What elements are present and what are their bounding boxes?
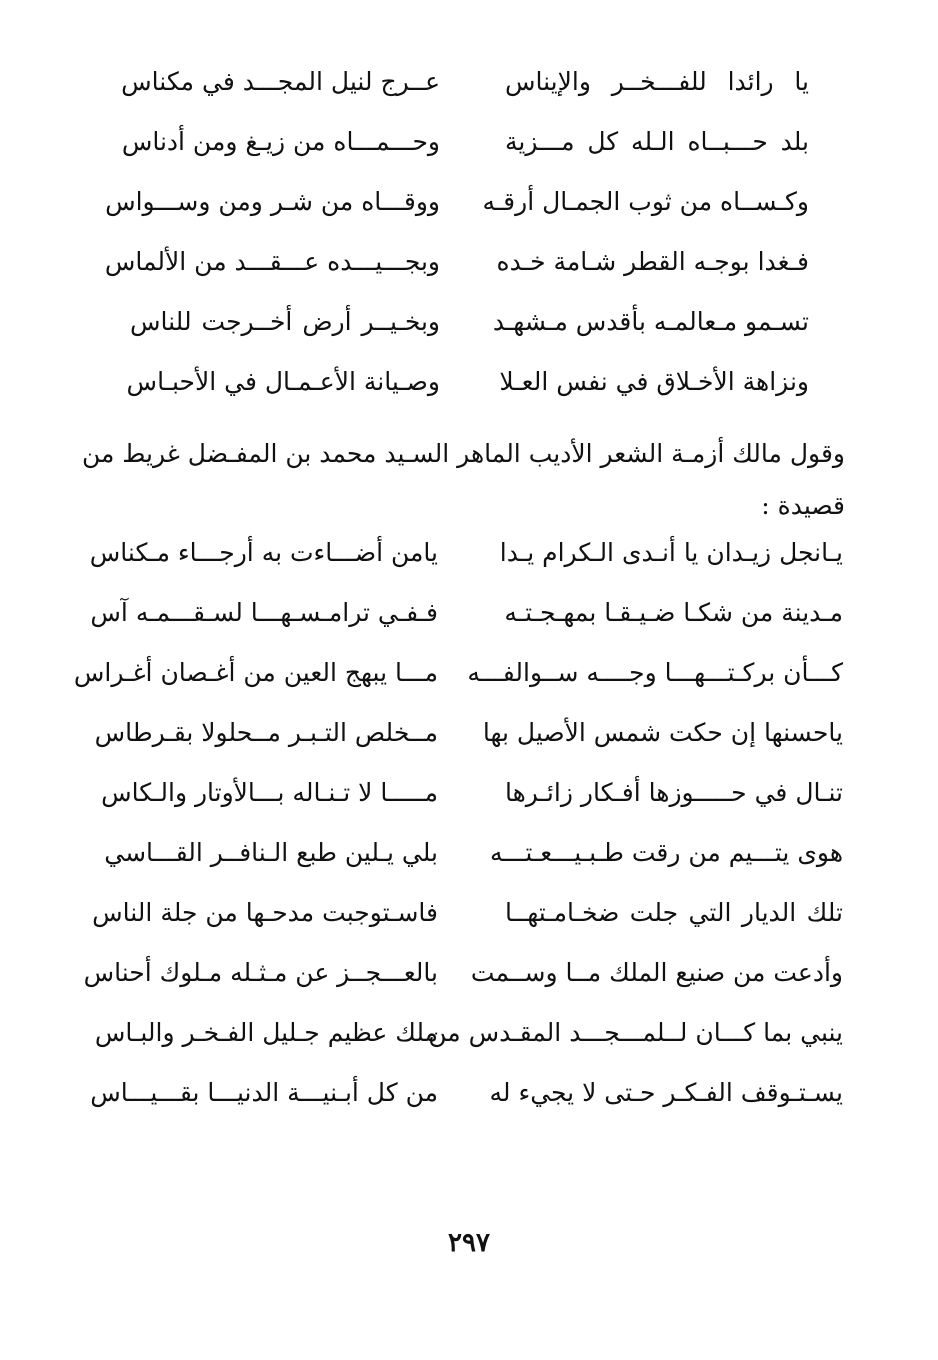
verse-line bbox=[0, 302, 938, 362]
second-hemistich: فـفـي ترامـسـهـــا لسـقـــمـه آس bbox=[90, 598, 438, 627]
verse-line bbox=[0, 122, 938, 182]
first-hemistich: يسـتـوقف الفـكـر حـتى لا يجيء له bbox=[489, 1078, 843, 1107]
second-hemistich: وبخـيــر أرض أخــرجت للناس bbox=[130, 307, 440, 336]
verse-line bbox=[0, 773, 938, 833]
verse-line bbox=[0, 242, 938, 302]
verse-line bbox=[0, 182, 938, 242]
first-hemistich: بلد حـــبــاه الـله كل مـــزية bbox=[505, 127, 809, 156]
verse-line bbox=[0, 833, 938, 893]
verse-line bbox=[0, 893, 938, 953]
first-hemistich: ونزاهة الأخـلاق في نفس العـلا bbox=[499, 367, 809, 396]
first-hemistich: يا رائدا للفـــخــر والإيناس bbox=[505, 67, 809, 96]
verse-line bbox=[0, 713, 938, 773]
first-hemistich: تسـمو مـعالمـه بأقدس مـشهـد bbox=[492, 307, 809, 336]
poem-block-1 bbox=[0, 62, 938, 422]
second-hemistich: وحـــمـــاه من زيـغ ومن أدناس bbox=[121, 127, 440, 156]
intro-paragraph bbox=[81, 428, 845, 532]
verse-line bbox=[0, 1013, 938, 1073]
intro-line-1: وقول مالك أزمـة الشعر الأديب الماهر السـيد محمد بن المفـضل غريط من bbox=[81, 439, 845, 468]
verse-line bbox=[0, 362, 938, 422]
second-hemistich: عــرج لنيل المجـــد في مكناس bbox=[121, 67, 440, 96]
intro-line-2: قصيدة : bbox=[761, 491, 845, 520]
second-hemistich: ملك عظيم جـليل الفـخـر والبـاس bbox=[94, 1018, 438, 1047]
first-hemistich: ياحسنها إن حكت شمس الأصيل بها bbox=[482, 718, 843, 747]
verse-line bbox=[0, 653, 938, 713]
verse-line bbox=[0, 953, 938, 1013]
second-hemistich: مـــا يبهج العين من أغـصان أغـراس bbox=[73, 658, 438, 687]
second-hemistich: ووقـــاه من شـر ومن وســـواس bbox=[105, 187, 440, 216]
second-hemistich: بالعـــجــز عن مـثـله مـلوك أحناس bbox=[83, 958, 438, 987]
first-hemistich: تلك الديار التي جلت ضخـامـتهــا bbox=[505, 898, 843, 927]
first-hemistich: وكـســاه من ثوب الجمـال أرقـه bbox=[482, 187, 809, 216]
second-hemistich: يامن أضـــاءت به أرجـــاء مـكناس bbox=[89, 538, 438, 567]
second-hemistich: بلي يـلين طبع الـنافــر القـــاسي bbox=[104, 838, 438, 867]
first-hemistich: يـانجل زيـدان يا أنـدى الـكرام يـدا bbox=[499, 538, 843, 567]
second-hemistich: مــخلص التـبـر مــحلولا بقـرطاس bbox=[94, 718, 438, 747]
first-hemistich: فـغدا بوجـه القطر شـامة خـده bbox=[496, 247, 809, 276]
first-hemistich: هوى يتـــيم من رقت طـبـيـــعـتـــه bbox=[489, 838, 843, 867]
verse-line bbox=[0, 533, 938, 593]
poem-block-2 bbox=[0, 533, 938, 1133]
page-number: ٢٩٧ bbox=[448, 1228, 490, 1258]
first-hemistich: وأدعت من صنيع الملك مــا وســمت bbox=[470, 958, 843, 987]
second-hemistich: فاسـتوجبت مدحـها من جلة الناس bbox=[92, 898, 438, 927]
verse-line bbox=[0, 593, 938, 653]
first-hemistich: كـــأن بركـتـــهـــا وجــــه ســوالفـــه bbox=[467, 658, 843, 687]
first-hemistich: تنـال في حـــــوزها أفـكار زائـرها bbox=[505, 778, 843, 807]
first-hemistich: مـدينة من شكـا ضـيـقـا بمهـجـتـه bbox=[504, 598, 843, 627]
verse-line bbox=[0, 1073, 938, 1133]
second-hemistich: مـــــا لا تـنـاله بـــالأوتار والـكاس bbox=[101, 778, 438, 807]
first-hemistich: ينبي بما كـــان لــلمـــجـــد المقـدس من bbox=[428, 1018, 843, 1047]
second-hemistich: وبجـــيـــده عـــقـــد من الألماس bbox=[104, 247, 440, 276]
second-hemistich: من كل أبـنيـــة الدنيـــا بقـــيـــاس bbox=[90, 1078, 438, 1107]
verse-line bbox=[0, 62, 938, 122]
second-hemistich: وصـيانة الأعـمـال في الأحبـاس bbox=[126, 367, 440, 396]
